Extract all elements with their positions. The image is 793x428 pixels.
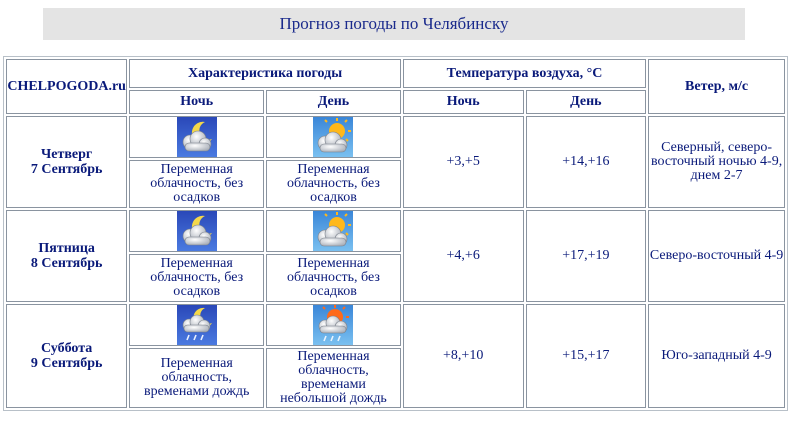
header-temp-night: Ночь xyxy=(403,90,524,114)
temp-day: +17,+19 xyxy=(526,210,647,302)
night-icon-cell xyxy=(129,116,264,158)
day-icon-cell xyxy=(266,304,401,346)
day-label xyxy=(6,116,127,208)
day-description: Переменная облачность, без осадков xyxy=(266,254,401,302)
date: 7 Сентябрь xyxy=(30,162,103,177)
night-description: Переменная облачность, без осадков xyxy=(129,160,264,208)
sun-cloud-rain-icon xyxy=(313,305,353,345)
moon-cloud-icon xyxy=(177,211,217,251)
header-wind: Ветер, м/с xyxy=(648,59,785,114)
night-description: Переменная облачность, временами дождь xyxy=(129,348,264,408)
sun-cloud-icon xyxy=(313,211,353,251)
day-description: Переменная облачность, временами небольшой дождь xyxy=(266,348,401,408)
page-title: Прогноз погоды по Челябинску xyxy=(43,8,745,40)
date: 9 Сентябрь xyxy=(30,356,103,371)
day-label xyxy=(6,210,127,302)
header-temp-day: День xyxy=(526,90,647,114)
moon-cloud-icon xyxy=(177,117,217,157)
day-label xyxy=(6,304,127,408)
day-description: Переменная облачность, без осадков xyxy=(266,160,401,208)
night-icon-cell xyxy=(129,304,264,346)
site-name: CHELPOGODA.ru xyxy=(6,59,127,114)
header-char-night: Ночь xyxy=(129,90,264,114)
date: 8 Сентябрь xyxy=(30,256,103,271)
weekday: Четверг xyxy=(41,147,93,162)
temp-day: +14,+16 xyxy=(526,116,647,208)
header-characteristics: Характеристика погоды xyxy=(129,59,401,88)
weekday: Суббота xyxy=(41,341,93,356)
header-char-day: День xyxy=(266,90,401,114)
temp-day: +15,+17 xyxy=(526,304,647,408)
wind: Северо-восточный 4-9 xyxy=(648,210,785,302)
temp-night: +8,+10 xyxy=(403,304,524,408)
day-icon-cell xyxy=(266,210,401,252)
weekday: Пятница xyxy=(38,241,95,256)
night-description: Переменная облачность, без осадков xyxy=(129,254,264,302)
night-icon-cell xyxy=(129,210,264,252)
sun-cloud-icon xyxy=(313,117,353,157)
wind: Юго-западный 4-9 xyxy=(648,304,785,408)
forecast-table xyxy=(3,56,788,411)
day-icon-cell xyxy=(266,116,401,158)
header-temperature: Температура воздуха, °C xyxy=(403,59,646,88)
temp-night: +3,+5 xyxy=(403,116,524,208)
wind: Северный, северо-восточный ночью 4-9, днем 2-7 xyxy=(648,116,785,208)
temp-night: +4,+6 xyxy=(403,210,524,302)
moon-cloud-rain-icon xyxy=(177,305,217,345)
